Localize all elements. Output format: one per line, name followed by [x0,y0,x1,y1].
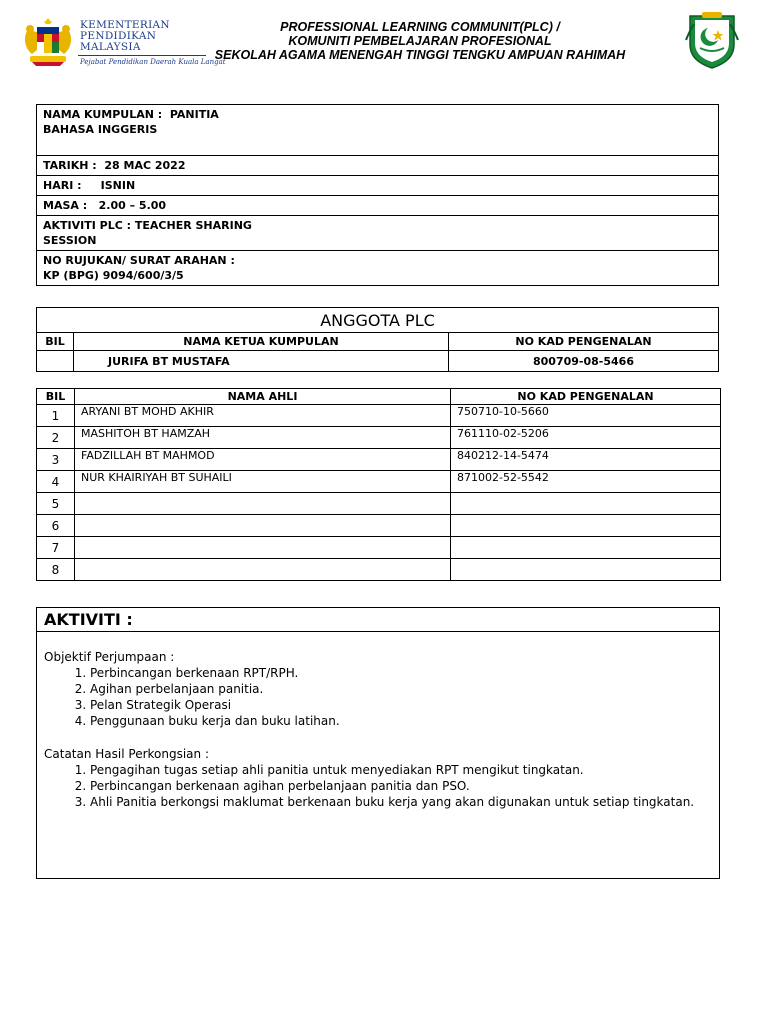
member-bil: 3 [37,449,75,471]
logo-divider [78,55,206,56]
table-row [37,471,721,493]
info-row-rujukan [37,251,719,286]
info-row-aktiviti [37,216,719,251]
member-nama: FADZILLAH BT MAHMOD [75,449,451,471]
hari-value: ISNIN [100,179,136,192]
member-kp [451,493,721,515]
tarikh-value: 28 MAC 2022 [104,159,186,172]
catatan-list [44,762,714,810]
member-nama [75,493,451,515]
header-title-line1: PROFESSIONAL LEARNING COMMUNIT(PLC) / [280,20,560,34]
table-row [37,449,721,471]
member-nama [75,537,451,559]
aktiviti-plc-value: TEACHER SHARING SESSION [43,219,252,247]
member-bil: 7 [37,537,75,559]
aktiviti-box [36,607,720,879]
table-row [37,537,721,559]
list-item: 2. Agihan perbelanjaan panitia. [90,681,714,697]
member-bil: 6 [37,515,75,537]
objektif-list [44,665,714,729]
ketua-bil [37,351,74,372]
hari-label: HARI : [43,179,82,192]
member-kp [451,559,721,581]
anggota-title: ANGGOTA PLC [37,308,719,333]
aktiviti-title: AKTIVITI : [37,608,719,632]
anggota-col-nama: NAMA KETUA KUMPULAN [74,333,449,351]
list-item: 4. Penggunaan buku kerja dan buku latihan. [90,713,714,729]
members-col-kp: NO KAD PENGENALAN [451,389,721,405]
document-header [200,20,640,62]
aktiviti-plc-label: AKTIVITI PLC : [43,219,132,232]
ministry-name-line2: PENDIDIKAN [80,30,157,42]
table-row [37,559,721,581]
member-kp [451,515,721,537]
member-kp [451,537,721,559]
ketua-nama: JURIFA BT MUSTAFA [74,351,449,372]
anggota-col-bil: BIL [37,333,74,351]
ministry-name-line3: MALAYSIA [80,41,141,53]
members-col-bil: BIL [37,389,75,405]
school-crest-icon [684,10,740,70]
masa-value: 2.00 – 5.00 [98,199,167,212]
member-kp: 761110-02-5206 [451,427,721,449]
kumpulan-label: NAMA KUMPULAN : [43,108,163,121]
list-item: 1. Pengagihan tugas setiap ahli panitia untuk menyediakan RPT mengikut tingkatan. [90,762,714,778]
list-item: 3. Pelan Strategik Operasi [90,697,714,713]
info-row-kumpulan [37,105,719,156]
info-row-masa [37,196,719,216]
ketua-row [37,351,719,372]
objektif-label: Objektif Perjumpaan : [44,650,175,664]
malaysia-crest-icon [20,16,76,68]
member-bil: 5 [37,493,75,515]
member-nama [75,559,451,581]
header-title-line2: KOMUNITI PEMBELAJARAN PROFESIONAL [288,34,552,48]
member-nama [75,515,451,537]
rujukan-value: KP (BPG) 9094/600/3/5 [43,269,184,282]
members-header-row [37,389,721,405]
list-item: 3. Ahli Panitia berkongsi maklumat berkenaan buku kerja yang akan digunakan untuk setiap tingkatan. [90,794,714,810]
list-item: 1. Perbincangan berkenaan RPT/RPH. [90,665,714,681]
member-bil: 1 [37,405,75,427]
anggota-title-row [37,308,719,333]
aktiviti-body [44,649,714,810]
list-item: 2. Perbincangan berkenaan agihan perbelanjaan panitia dan PSO. [90,778,714,794]
member-bil: 8 [37,559,75,581]
table-row [37,405,721,427]
member-nama: NUR KHAIRIYAH BT SUHAILI [75,471,451,493]
table-row [37,427,721,449]
kumpulan-value: PANITIA BAHASA INGGERIS [43,108,219,136]
member-bil: 2 [37,427,75,449]
ministry-logo [20,16,226,70]
group-info-table [36,104,719,286]
members-table [36,388,721,581]
masa-label: MASA : [43,199,88,212]
header-title-line3: SEKOLAH AGAMA MENENGAH TINGGI TENGKU AMPUAN RAHIMAH [214,48,626,62]
district-office-name: Pejabat Pendidikan Daerah Kuala Langat [80,58,226,66]
plc-leader-table [36,307,719,372]
member-kp: 840212-14-5474 [451,449,721,471]
anggota-header-row [37,333,719,351]
tarikh-label: TARIKH : [43,159,97,172]
info-row-hari [37,176,719,196]
catatan-label: Catatan Hasil Perkongsian : [44,747,209,761]
member-kp: 750710-10-5660 [451,405,721,427]
anggota-col-kp: NO KAD PENGENALAN [449,333,719,351]
table-row [37,493,721,515]
member-kp: 871002-52-5542 [451,471,721,493]
ketua-kp: 800709-08-5466 [449,351,719,372]
info-cell-kumpulan [37,105,719,156]
ministry-name-line1: KEMENTERIAN [80,19,170,31]
members-col-nama: NAMA AHLI [75,389,451,405]
rujukan-label: NO RUJUKAN/ SURAT ARAHAN : [43,254,235,267]
member-nama: MASHITOH BT HAMZAH [75,427,451,449]
member-nama: ARYANI BT MOHD AKHIR [75,405,451,427]
member-bil: 4 [37,471,75,493]
table-row [37,515,721,537]
info-row-tarikh [37,156,719,176]
